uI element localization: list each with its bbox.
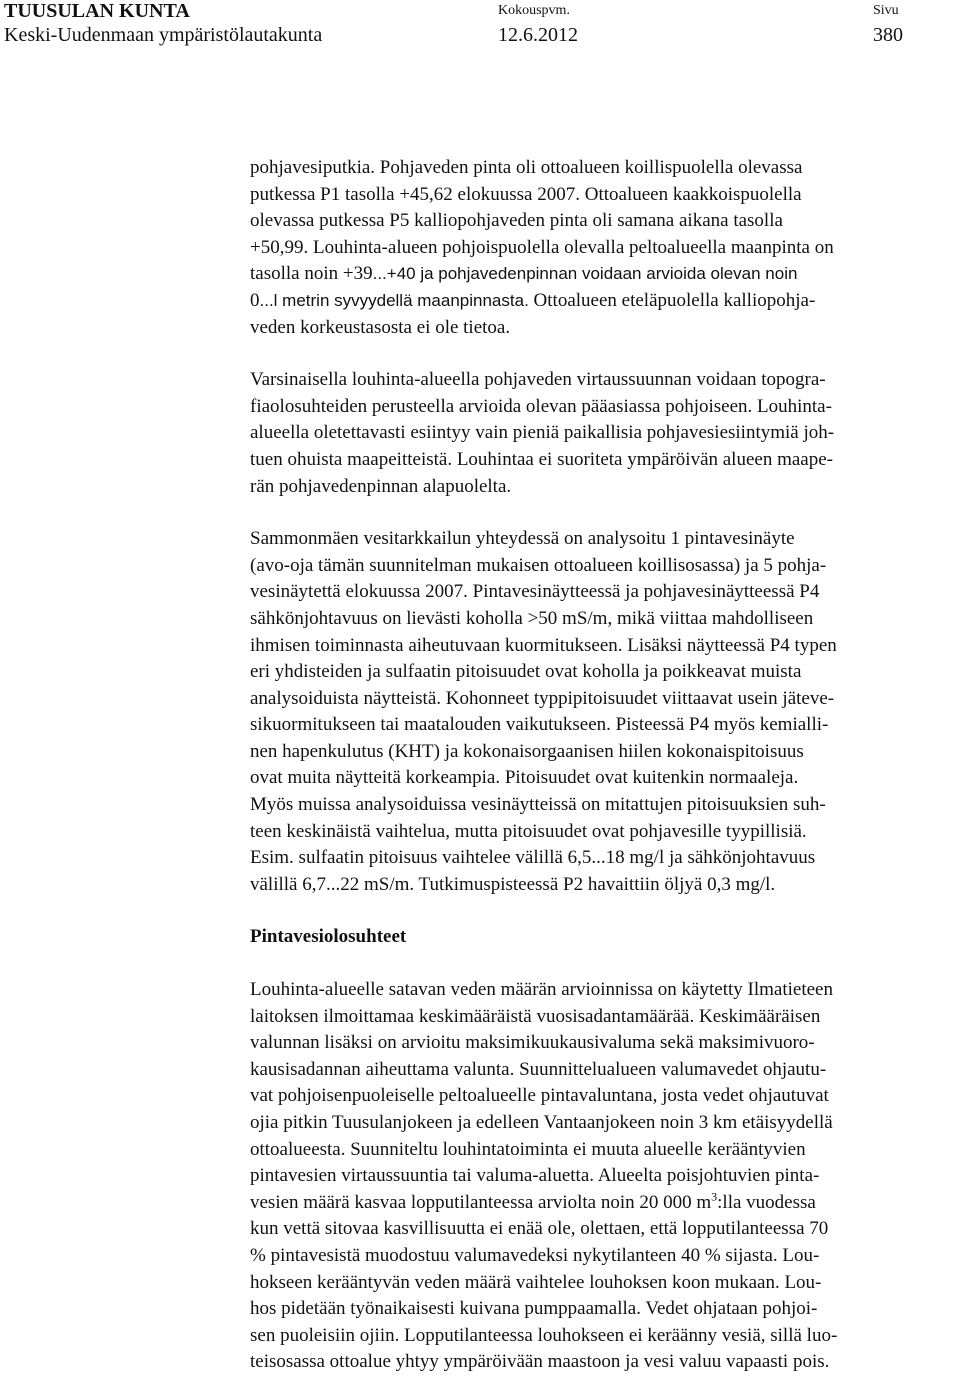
text-line: nen hapenkulutus (KHT) ja kokonaisorgaanisen hiilen kokonaispitoisuus bbox=[250, 740, 804, 762]
paragraph-surface-water bbox=[250, 977, 956, 1376]
text-line: analysoiduista näytteistä. Kohonneet typpipitoisuudet viittaavat usein jäteve- bbox=[250, 687, 835, 709]
paragraph-water-analysis bbox=[250, 526, 956, 898]
text-line: teisosassa ottoalue yhtyy ympäröivään maastoon ja vesi valuu vapaasti pois. bbox=[250, 1351, 830, 1373]
text-line: vesinäytettä elokuussa 2007. Pintavesinäytteessä ja pohjavesinäytteessä P4 bbox=[250, 581, 820, 603]
text-segment: ...l metrin syvyydellä maanpinnasta. bbox=[259, 290, 529, 310]
text-line: % pintavesistä muodostuu valumavedeksi nykytilanteen 40 % sijasta. Lou- bbox=[250, 1244, 820, 1266]
text-line: välillä 6,7...22 mS/m. Tutkimuspisteessä P2 havaittiin öljyä 0,3 mg/l. bbox=[250, 873, 776, 895]
text-line: fiaolosuhteiden perusteella arvioida olevan pääasiassa pohjoiseen. Louhinta- bbox=[250, 395, 832, 417]
text-line: putkessa P1 tasolla +45,62 elokuussa 2007. Ottoalueen kaakkoispuolella bbox=[250, 183, 802, 205]
text-line bbox=[250, 1190, 956, 1217]
text-line: Esim. sulfaatin pitoisuus vaihtelee välillä 6,5...18 mg/l ja sähkönjohtavuus bbox=[250, 847, 816, 869]
paragraph-flow-direction bbox=[250, 367, 956, 500]
text-line: veden korkeustasosta ei ole tietoa. bbox=[250, 316, 511, 338]
text-segment: tasolla noin +39 bbox=[250, 263, 373, 285]
text-line: ottoalueesta. Suunniteltu louhintatoiminta ei muuta alueelle kerääntyvien bbox=[250, 1138, 806, 1160]
text-line: pohjavesiputkia. Pohjaveden pinta oli ottoalueen koillispuolella olevassa bbox=[250, 157, 803, 178]
meeting-date: 12.6.2012 bbox=[498, 24, 578, 46]
text-line: laitoksen ilmoittamaa keskimääräistä vuosisadantamäärää. Keskimääräisen bbox=[250, 1005, 821, 1027]
text-line: olevassa putkessa P5 kalliopohjaveden pinta oli samana aikana tasolla bbox=[250, 210, 783, 232]
page-number: 380 bbox=[873, 24, 903, 46]
text-line: teen keskinäistä vaihtelua, mutta pitoisuudet ovat pohjavesille tyypillisiä. bbox=[250, 820, 807, 842]
text-segment: :lla vuodessa bbox=[717, 1191, 816, 1213]
text-line: (avo-oja tämän suunnitelman mukaisen ottoalueen koillisosassa) ja 5 pohja- bbox=[250, 554, 827, 576]
text-line: sikuormitukseen tai maatalouden vaikutukseen. Pisteessä P4 myös kemialli- bbox=[250, 714, 829, 736]
text-line: Sammonmäen vesitarkkailun yhteydessä on analysoitu 1 pintavesinäyte bbox=[250, 528, 795, 550]
text-line: sen puoleisiin ojiin. Lopputilanteessa louhokseen ei keräänny vesiä, sillä luo- bbox=[250, 1324, 838, 1346]
text-segment: vesien määrä kasvaa lopputilanteessa arviolta noin 20 000 m bbox=[250, 1191, 712, 1213]
text-line: hos pidetään työnaikaisesti kuivana pumppaamalla. Vedet ohjataan pohjoi- bbox=[250, 1298, 818, 1320]
page-label: Sivu bbox=[873, 3, 899, 18]
document-body bbox=[250, 155, 956, 1376]
text-line: ovat muita näytteitä korkeampia. Pitoisuudet ovat kuitenkin normaaleja. bbox=[250, 767, 799, 789]
section-heading: Pintavesiolosuhteet bbox=[250, 926, 407, 948]
text-line: vat pohjoisenpuoleiselle peltoalueelle pintavaluntana, josta vedet ohjautuvat bbox=[250, 1085, 829, 1107]
text-line: Myös muissa analysoiduissa vesinäytteissä on mitattujen pitoisuuksien suh- bbox=[250, 794, 826, 816]
text-line: Varsinaisella louhinta-alueella pohjaveden virtaussuunnan voidaan topogra- bbox=[250, 369, 826, 391]
text-line: hokseen kerääntyvän veden määrä vaihtelee louhoksen koon mukaan. Lou- bbox=[250, 1271, 822, 1293]
superscript: 3 bbox=[711, 1189, 718, 1204]
text-segment: ...+40 ja pohjavedenpinnan voidaan arvioida olevan noin bbox=[372, 264, 798, 284]
committee-name: Keski-Uudenmaan ympäristölautakunta bbox=[4, 24, 323, 46]
text-line: eri yhdisteiden ja sulfaatin pitoisuudet ovat koholla ja poikkeavat muista bbox=[250, 661, 802, 683]
text-line: kausisadannan aiheuttama valunta. Suunnittelualueen valumavedet ohjautu- bbox=[250, 1058, 827, 1080]
text-line: +50,99. Louhinta-alueen pohjoispuolella olevalla peltoalueella maanpinta on bbox=[250, 236, 834, 258]
text-line: rän pohjavedenpinnan alapuolelta. bbox=[250, 475, 512, 497]
text-line bbox=[250, 288, 956, 315]
text-segment: 0 bbox=[250, 289, 260, 311]
text-segment: Ottoalueen eteläpuolella kalliopohja- bbox=[533, 289, 816, 311]
paragraph-groundwater-levels bbox=[250, 155, 956, 341]
text-line: sähkönjohtavuus on lievästi koholla >50 mS/m, mikä viittaa mahdolliseen bbox=[250, 607, 814, 629]
document-header bbox=[0, 0, 960, 50]
text-line: Louhinta-alueelle satavan veden määrän arvioinnissa on käytetty Ilmatieteen bbox=[250, 979, 833, 1001]
organization-name: TUUSULAN KUNTA bbox=[4, 0, 190, 22]
text-line: tuen ohuista maapeitteistä. Louhintaa ei suoriteta ympäröivän alueen maape- bbox=[250, 448, 833, 470]
text-line: ihmisen toiminnasta aiheutuvaan kuormitukseen. Lisäksi näytteessä P4 typen bbox=[250, 634, 837, 656]
text-line: ojia pitkin Tuusulanjokeen ja edelleen Vantaanjokeen noin 3 km etäisyydellä bbox=[250, 1112, 833, 1133]
meeting-date-label: Kokouspvm. bbox=[498, 3, 570, 18]
text-line bbox=[250, 261, 956, 288]
text-line: valunnan lisäksi on arvioitu maksimikuukausivaluma sekä maksimivuoro- bbox=[250, 1032, 815, 1054]
text-line: pintavesien virtaussuuntia tai valuma-aluetta. Alueelta poisjohtuvien pinta- bbox=[250, 1165, 820, 1187]
text-line: kun vettä sitovaa kasvillisuutta ei enää ole, olettaen, että lopputilanteessa 70 bbox=[250, 1218, 829, 1240]
text-line: alueella oletettavasti esiintyy vain pieniä paikallisia pohjavesiesiintymiä joh- bbox=[250, 422, 835, 444]
